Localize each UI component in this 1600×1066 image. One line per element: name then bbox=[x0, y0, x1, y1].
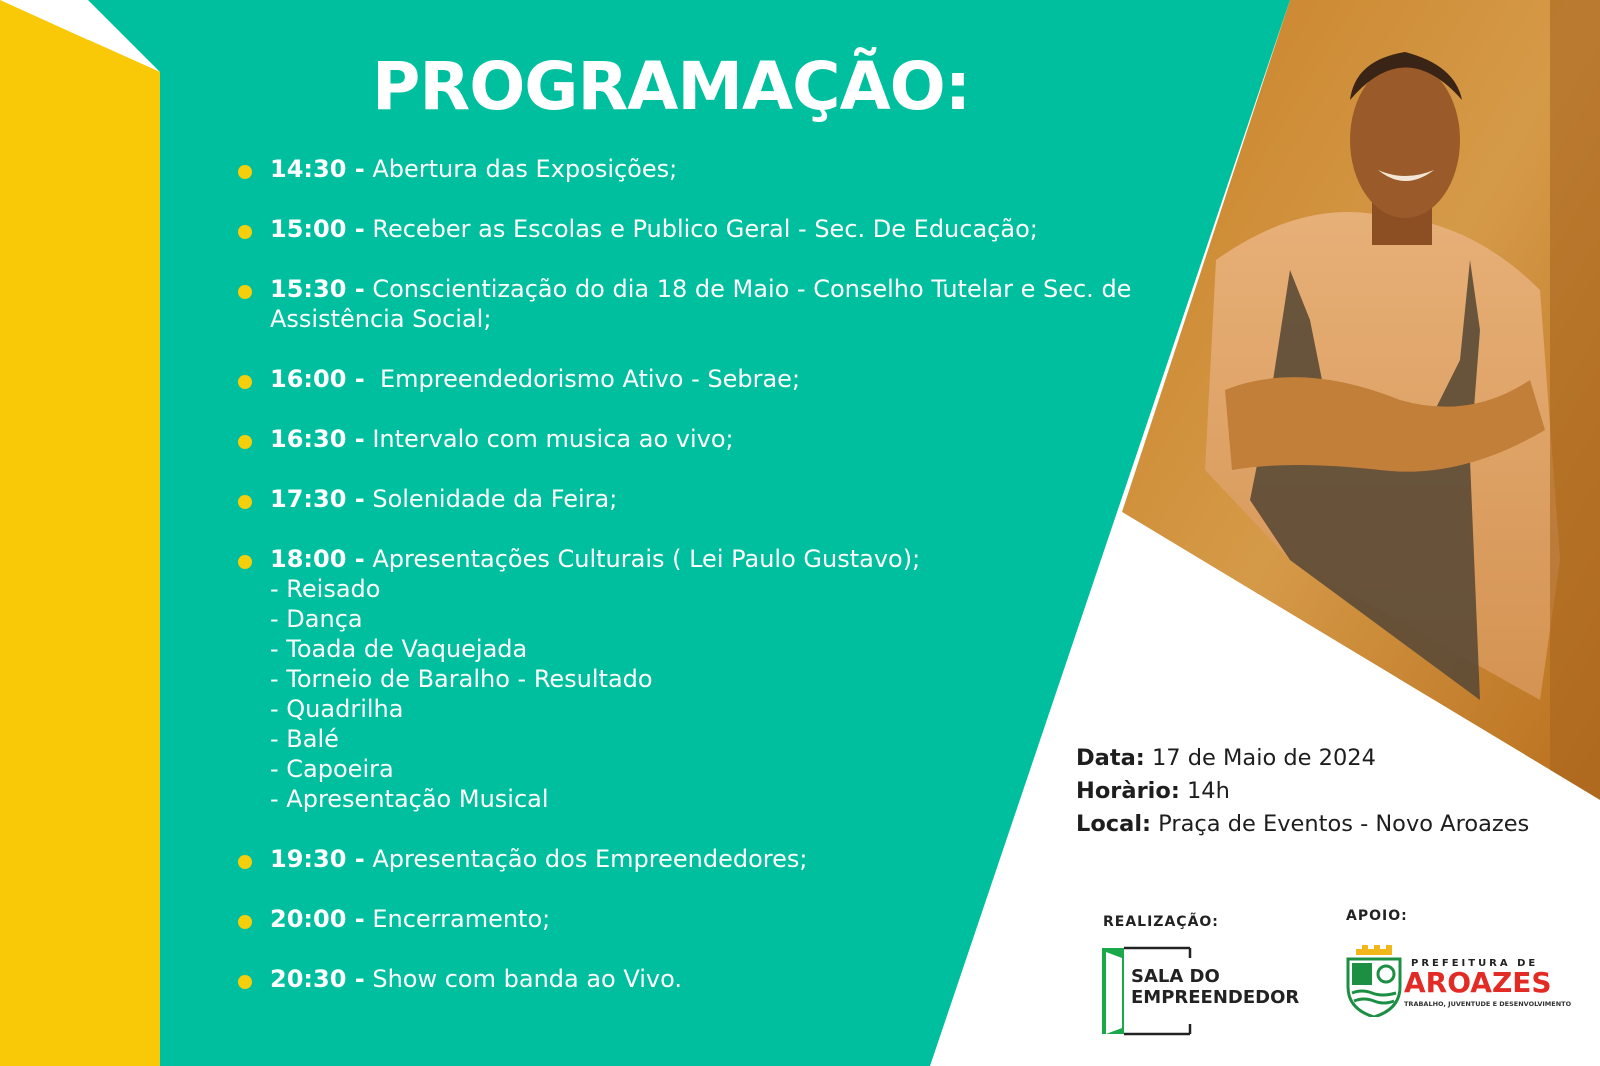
schedule-time: 20:30 - bbox=[270, 965, 365, 993]
sub-item: - Balé bbox=[270, 725, 339, 753]
bullet-dot-icon bbox=[238, 495, 252, 509]
schedule-item bbox=[236, 484, 1186, 514]
sala-line1: SALA DO bbox=[1131, 966, 1220, 987]
schedule-item bbox=[236, 364, 1186, 394]
schedule-time: 14:30 - bbox=[270, 155, 365, 183]
schedule-list bbox=[236, 154, 1186, 994]
cultural-sub-list bbox=[270, 574, 1186, 814]
time-label: Horàrio: bbox=[1076, 778, 1180, 804]
bullet-dot-icon bbox=[238, 225, 252, 239]
schedule-text: Abertura das Exposições; bbox=[364, 155, 678, 183]
place-label: Local: bbox=[1076, 811, 1152, 837]
schedule-item bbox=[236, 544, 1186, 814]
schedule-item bbox=[236, 214, 1186, 244]
schedule-time: 15:00 - bbox=[270, 215, 365, 243]
schedule-time: 16:30 - bbox=[270, 425, 365, 453]
event-place bbox=[1076, 808, 1529, 841]
schedule-text: Empreendedorismo Ativo - Sebrae; bbox=[364, 365, 801, 393]
yellow-bar bbox=[0, 0, 160, 1066]
schedule-text: Show com banda ao Vivo. bbox=[364, 965, 683, 993]
sub-item: - Torneio de Baralho - Resultado bbox=[270, 665, 653, 693]
prefeitura-subtitle: TRABALHO, JUVENTUDE E DESENVOLVIMENTO bbox=[1404, 1000, 1572, 1008]
schedule-text: Intervalo com musica ao vivo; bbox=[364, 425, 734, 453]
sala-logo-text bbox=[1131, 966, 1299, 1008]
bullet-dot-icon bbox=[238, 165, 252, 179]
bullet-dot-icon bbox=[238, 855, 252, 869]
time-value: 14h bbox=[1179, 778, 1230, 804]
bullet-dot-icon bbox=[238, 435, 252, 449]
sub-item: - Capoeira bbox=[270, 755, 394, 783]
schedule-text: Apresentações Culturais ( Lei Paulo Gustavo); bbox=[364, 545, 921, 573]
sub-item: - Reisado bbox=[270, 575, 381, 603]
sub-item: - Toada de Vaquejada bbox=[270, 635, 528, 663]
prefeitura-top-text: PREFEITURA DE bbox=[1411, 958, 1539, 969]
bullet-dot-icon bbox=[238, 975, 252, 989]
bullet-dot-icon bbox=[238, 555, 252, 569]
realizacao-label: REALIZAÇÃO: bbox=[1103, 914, 1219, 930]
schedule-time: 15:30 - bbox=[270, 275, 365, 303]
date-label: Data: bbox=[1076, 745, 1145, 771]
schedule-item bbox=[236, 964, 1186, 994]
schedule-text-continued: Assistência Social; bbox=[270, 305, 492, 333]
schedule-text: Solenidade da Feira; bbox=[364, 485, 618, 513]
schedule-item bbox=[236, 274, 1186, 334]
schedule-item bbox=[236, 154, 1186, 184]
event-time bbox=[1076, 775, 1529, 808]
schedule-time: 18:00 - bbox=[270, 545, 365, 573]
schedule-text: Encerramento; bbox=[364, 905, 551, 933]
schedule-text: Receber as Escolas e Publico Geral - Sec. De Educação; bbox=[364, 215, 1038, 243]
bullet-dot-icon bbox=[238, 375, 252, 389]
schedule-time: 20:00 - bbox=[270, 905, 365, 933]
prefeitura-name: AROAZES bbox=[1404, 966, 1552, 999]
sub-item: - Dança bbox=[270, 605, 363, 633]
bullet-dot-icon bbox=[238, 915, 252, 929]
schedule-item bbox=[236, 844, 1186, 874]
apoio-label: APOIO: bbox=[1346, 908, 1408, 924]
sub-item: - Apresentação Musical bbox=[270, 785, 549, 813]
place-value: Praça de Eventos - Novo Aroazes bbox=[1151, 811, 1530, 837]
bullet-dot-icon bbox=[238, 285, 252, 299]
sala-line2: EMPREENDEDOR bbox=[1131, 987, 1300, 1008]
aroazes-coat-of-arms-icon bbox=[1342, 945, 1406, 1017]
event-info bbox=[1076, 742, 1529, 841]
sub-item: - Quadrilha bbox=[270, 695, 404, 723]
schedule-text: Apresentação dos Empreendedores; bbox=[364, 845, 808, 873]
schedule-item bbox=[236, 904, 1186, 934]
schedule-text: Conscientização do dia 18 de Maio - Conselho Tutelar e Sec. de bbox=[364, 275, 1132, 303]
schedule-time: 19:30 - bbox=[270, 845, 365, 873]
schedule-item bbox=[236, 424, 1186, 454]
date-value: 17 de Maio de 2024 bbox=[1144, 745, 1376, 771]
page-title: PROGRAMAÇÃO: bbox=[372, 48, 971, 125]
event-date bbox=[1076, 742, 1529, 775]
schedule-time: 17:30 - bbox=[270, 485, 365, 513]
schedule-time: 16:00 - bbox=[270, 365, 365, 393]
